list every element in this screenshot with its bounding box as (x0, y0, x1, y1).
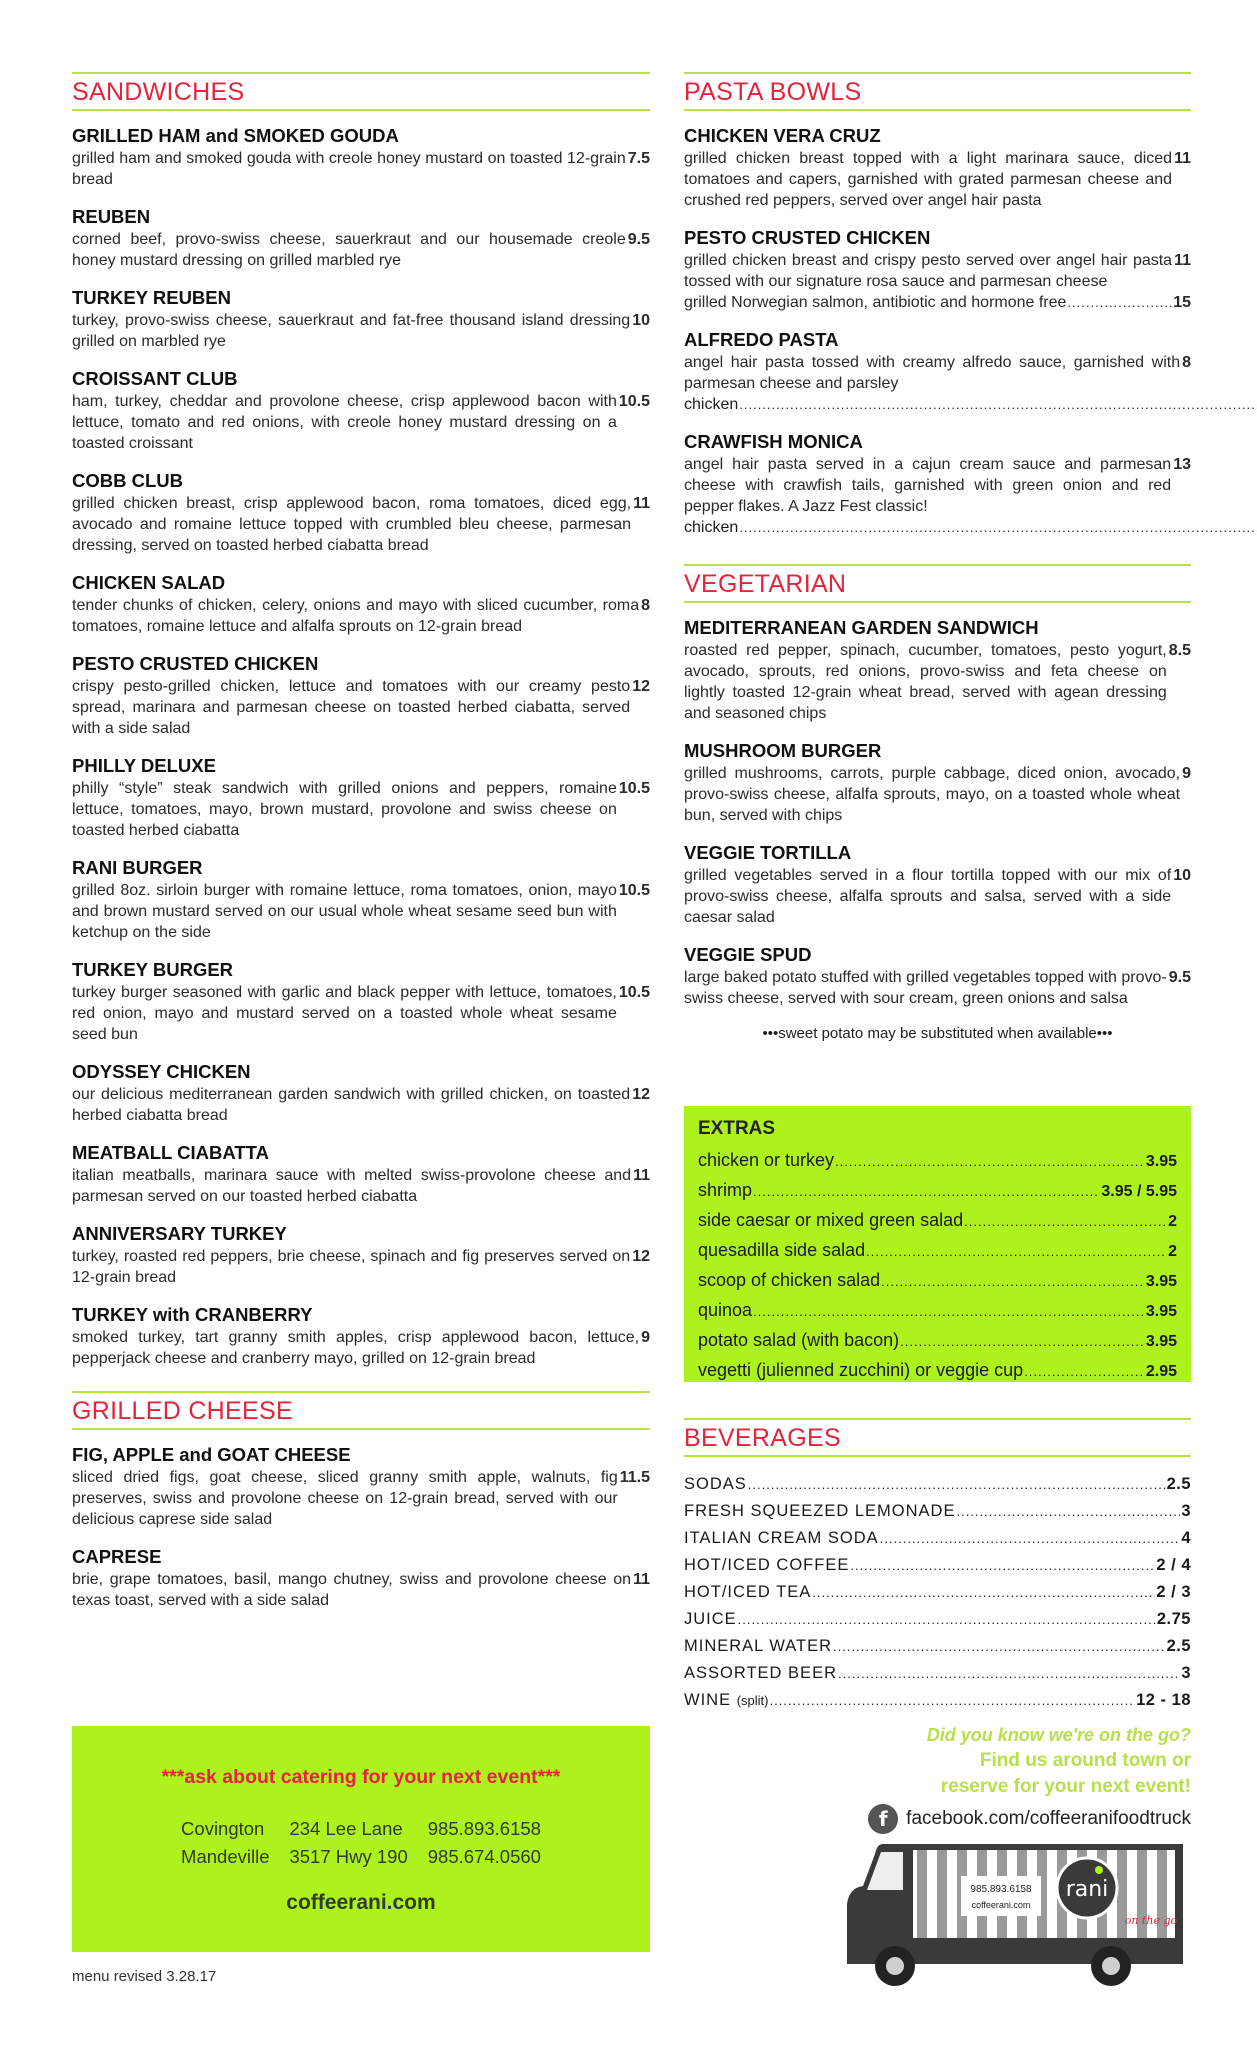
item-desc: roasted red pepper, spinach, cucumber, tomatoes, pesto yogurt, avocado, sprouts, red onions, provo-swiss and feta cheese on lightly toasted 12-grain wheat bread, served with agean dressing and seasoned chips (684, 642, 1167, 722)
item-name: PESTO CRUSTED CHICKEN (72, 653, 319, 674)
extras-row (698, 1326, 1177, 1356)
grilled-cheese-header (72, 1391, 650, 1430)
extras-box (684, 1106, 1191, 1382)
item-name: VEGGIE TORTILLA (684, 842, 852, 863)
item-price: 8 (641, 597, 650, 614)
row-price: 2.75 (1156, 1610, 1191, 1628)
item-name: GRILLED HAM and SMOKED GOUDA (72, 125, 399, 146)
beverage-row (684, 1660, 1191, 1687)
item-name: CHICKEN SALAD (72, 572, 226, 593)
extras-title: EXTRAS (698, 1118, 776, 1139)
location-row (171, 1815, 551, 1843)
row-name: scoop of chicken salad (698, 1270, 881, 1290)
item-desc: our delicious mediterranean garden sandwich with grilled chicken, on toasted herbed ciabatta bread (72, 1086, 631, 1124)
row-price: 3.95 (1145, 1303, 1177, 1320)
item-option: chicken (684, 519, 739, 536)
item-option: grilled Norwegian salmon, antibiotic and hormone free (684, 294, 1067, 311)
menu-item (684, 842, 1191, 928)
row-price: 2 / 3 (1156, 1583, 1191, 1601)
item-price: 11 (633, 1571, 650, 1588)
right-column (684, 72, 1191, 1042)
menu-item (72, 1304, 650, 1369)
item-price: 9 (1182, 765, 1191, 782)
facebook-url[interactable]: facebook.com/coffeeranifoodtruck (906, 1808, 1191, 1829)
food-truck-illustration (843, 1824, 1191, 1988)
item-price: 12 (632, 1086, 650, 1103)
item-name: ALFREDO PASTA (684, 329, 839, 350)
truck-logo: rani (1065, 1877, 1109, 1902)
location-phone[interactable]: 985.674.0560 (427, 1846, 541, 1867)
row-price: 3 (1181, 1502, 1191, 1520)
beverages-list (684, 1471, 1191, 1687)
location-phone[interactable]: 985.893.6158 (427, 1818, 541, 1839)
menu-item (72, 368, 650, 454)
location-city: Covington (181, 1818, 265, 1839)
menu-item (72, 1444, 650, 1530)
item-price: 11 (633, 495, 650, 512)
row-name: HOT/ICED COFFEE (684, 1556, 850, 1574)
item-desc: tender chunks of chicken, celery, onions and mayo with sliced cucumber, roma tomatoes, romaine lettuce and alfalfa sprouts on 12-grain bread (72, 597, 640, 635)
item-desc: grilled ham and smoked gouda with creole honey mustard on toasted 12-grain bread (72, 150, 626, 188)
item-desc: grilled mushrooms, carrots, purple cabbage, diced onion, avocado, provo-swiss cheese, alfalfa sprouts, mayo, on a toasted whole wheat bun, served with chips (684, 765, 1181, 824)
beverages-header (684, 1418, 1191, 1457)
row-name: ASSORTED BEER (684, 1664, 837, 1682)
item-desc: angel hair pasta tossed with creamy alfredo sauce, garnished with parmesan cheese and parsley (684, 354, 1181, 392)
sweet-potato-note: •••sweet potato may be substituted when available••• (762, 1025, 1113, 1042)
beverage-sub: (split) (736, 1693, 769, 1708)
item-price: 10.5 (618, 780, 650, 797)
beverage-row (684, 1552, 1191, 1579)
menu-item (72, 857, 650, 943)
item-name: RANI BURGER (72, 857, 203, 878)
left-column (72, 72, 650, 1627)
row-price: 2.95 (1145, 1363, 1177, 1380)
item-price: 8.5 (1168, 642, 1191, 659)
item-desc: grilled chicken breast topped with a light marinara sauce, diced tomatoes and capers, garnished with grated parmesan cheese and crushed red peppers, served over angel hair pasta (684, 150, 1173, 209)
row-price: 2 / 4 (1156, 1556, 1191, 1574)
beverages-section (684, 1418, 1191, 1714)
item-name: ODYSSEY CHICKEN (72, 1061, 251, 1082)
item-name: PESTO CRUSTED CHICKEN (684, 227, 931, 248)
item-desc: ham, turkey, cheddar and provolone cheese, crisp applewood bacon with lettuce, tomato and red onions, with creole honey mustard dressing on a toasted croissant (72, 393, 617, 452)
sandwiches-header (72, 72, 650, 111)
menu-item (72, 755, 650, 841)
item-desc: smoked turkey, tart granny smith apples, crisp applewood bacon, lettuce, pepperjack cheese and cranberry mayo, grilled on 12-grain bread (72, 1329, 640, 1367)
locations-table (171, 1815, 551, 1871)
item-price: 10 (632, 312, 650, 329)
item-desc: turkey, roasted red peppers, brie cheese, spinach and fig preserves served on 12-grain bread (72, 1248, 631, 1286)
menu-item (684, 329, 1191, 415)
row-name: shrimp (698, 1180, 753, 1200)
row-name: quinoa (698, 1300, 753, 1320)
menu-item (684, 227, 1191, 313)
item-name: REUBEN (72, 206, 151, 227)
item-desc: philly “style” steak sandwich with grilled onions and peppers, romaine lettuce, tomatoes, mayo, brown mustard, provolone and swiss cheese on toasted herbed ciabatta (72, 780, 617, 839)
item-desc: crispy pesto-grilled chicken, lettuce and tomatoes with our creamy pesto spread, marinara and parmesan cheese on toasted herbed ciabatta, served with a side salad (72, 678, 631, 737)
item-name: CHICKEN VERA CRUZ (684, 125, 881, 146)
item-price: 9.5 (1168, 969, 1191, 986)
grilled-cheese-title: GRILLED CHEESE (72, 1397, 293, 1425)
item-price: 10.5 (618, 882, 650, 899)
menu-item (72, 287, 650, 352)
row-price: 3.95 / 5.95 (1101, 1183, 1177, 1200)
pasta-header (684, 72, 1191, 111)
row-price: 3 (1181, 1664, 1191, 1682)
beverage-row (684, 1525, 1191, 1552)
row-price: 3.95 (1145, 1273, 1177, 1290)
item-name: VEGGIE SPUD (684, 944, 812, 965)
extras-row (698, 1356, 1177, 1386)
item-name: ANNIVERSARY TURKEY (72, 1223, 287, 1244)
location-row (171, 1843, 551, 1871)
location-city: Mandeville (181, 1846, 270, 1867)
beverage-price: 12 - 18 (1136, 1691, 1191, 1709)
item-name: FIG, APPLE and GOAT CHEESE (72, 1444, 351, 1465)
beverage-row (684, 1633, 1191, 1660)
beverage-name: WINE (684, 1691, 732, 1709)
item-desc: corned beef, provo-swiss cheese, sauerkraut and our housemade creole honey mustard dressing on grilled marbled rye (72, 231, 626, 269)
item-price: 12 (632, 678, 650, 695)
item-price: 9.5 (627, 231, 650, 248)
item-desc: angel hair pasta served in a cajun cream sauce and parmesan cheese with crawfish tails, garnished with green onion and red pepper flakes. A Jazz Fest classic! (684, 456, 1172, 515)
item-price: 9 (641, 1329, 650, 1346)
row-name: vegetti (julienned zucchini) or veggie cup (698, 1360, 1024, 1380)
menu-item (72, 959, 650, 1045)
item-name: TURKEY REUBEN (72, 287, 231, 308)
extras-row (698, 1146, 1177, 1176)
extras-row (698, 1296, 1177, 1326)
item-price: 10 (1173, 867, 1191, 884)
item-desc: turkey burger seasoned with garlic and black pepper with lettuce, tomatoes, red onion, mayo and mustard served on a toasted whole wheat sesame seed bun (72, 984, 617, 1043)
extras-row (698, 1176, 1177, 1206)
row-name: quesadilla side salad (698, 1240, 866, 1260)
item-name: COBB CLUB (72, 470, 183, 491)
menu-item (684, 617, 1191, 724)
item-price: 11 (1174, 150, 1191, 167)
beverages-title: BEVERAGES (684, 1424, 841, 1452)
menu-item (72, 125, 650, 190)
truck-site: coffeerani.com (971, 1900, 1031, 1910)
item-name: CAPRESE (72, 1546, 162, 1567)
vegetarian-list (684, 617, 1191, 1009)
item-price: 10.5 (618, 984, 650, 1001)
extras-row (698, 1236, 1177, 1266)
vegetarian-title: VEGETARIAN (684, 570, 847, 598)
location-address: 234 Lee Lane (289, 1818, 403, 1839)
item-desc: grilled 8oz. sirloin burger with romaine lettuce, roma tomatoes, onion, mayo and brown mustard served on our usual whole wheat sesame seed bun with ketchup on the side (72, 882, 617, 941)
menu-item (72, 1546, 650, 1611)
item-desc: turkey, provo-swiss cheese, sauerkraut and fat-free thousand island dressing grilled on marbled rye (72, 312, 631, 350)
beverage-row (684, 1579, 1191, 1606)
row-name: JUICE (684, 1610, 737, 1628)
beverage-row (684, 1687, 1191, 1714)
menu-item (684, 125, 1191, 211)
row-name: SODAS (684, 1475, 747, 1493)
pasta-title: PASTA BOWLS (684, 78, 862, 106)
item-name: MEATBALL CIABATTA (72, 1142, 269, 1163)
beverage-row (684, 1498, 1191, 1525)
item-price: 8 (1182, 354, 1191, 371)
row-name: ITALIAN CREAM SODA (684, 1529, 879, 1547)
item-desc: italian meatballs, marinara sauce with melted swiss-provolone cheese and parmesan served on our toasted herbed ciabatta (72, 1167, 632, 1205)
extras-row (698, 1266, 1177, 1296)
promo-line-3: reserve for your next event! (940, 1776, 1191, 1797)
menu-item (684, 431, 1191, 538)
menu-item (72, 653, 650, 739)
website-link[interactable]: coffeerani.com (286, 1891, 436, 1914)
extras-list (698, 1146, 1177, 1386)
menu-item (72, 572, 650, 637)
truck-tagline: on the go (1124, 1914, 1178, 1927)
revised-date: menu revised 3.28.17 (72, 1968, 217, 1985)
item-price: 7.5 (627, 150, 650, 167)
beverage-row (684, 1606, 1191, 1633)
beverage-row (684, 1471, 1191, 1498)
vegetarian-header (684, 564, 1191, 603)
row-name: HOT/ICED TEA (684, 1583, 812, 1601)
row-name: FRESH SQUEEZED LEMONADE (684, 1502, 956, 1520)
row-price: 2 (1168, 1213, 1177, 1230)
promo-line-2: Find us around town or (979, 1750, 1191, 1771)
promo-line-1: Did you know we're on the go? (926, 1725, 1191, 1745)
sandwiches-title: SANDWICHES (72, 78, 245, 106)
row-name: chicken or turkey (698, 1150, 835, 1170)
item-option-price: 15 (1173, 294, 1191, 311)
item-price: 11 (633, 1167, 650, 1184)
item-option: chicken (684, 396, 739, 413)
menu-item (72, 1142, 650, 1207)
item-name: TURKEY with CRANBERRY (72, 1304, 313, 1325)
grilled-cheese-list (72, 1444, 650, 1611)
item-desc: grilled chicken breast and crispy pesto served over angel hair pasta tossed with our signature rosa sauce and parmesan cheese (684, 252, 1173, 290)
item-desc: grilled chicken breast, crisp applewood bacon, roma tomatoes, diced egg, avocado and romaine lettuce topped with crumbled bleu cheese, parmesan dressing, served on toasted herbed ciabatta bread (72, 495, 632, 554)
catering-title: ***ask about catering for your next event*** (161, 1766, 561, 1788)
item-desc: brie, grape tomatoes, basil, mango chutney, swiss and provolone cheese on texas toast, served with a side salad (72, 1571, 632, 1609)
location-address: 3517 Hwy 190 (289, 1846, 408, 1867)
item-name: MEDITERRANEAN GARDEN SANDWICH (684, 617, 1039, 638)
row-price: 2.5 (1166, 1637, 1191, 1655)
item-desc: grilled vegetables served in a flour tortilla topped with our mix of provo-swiss cheese, alfalfa sprouts and salsa, served with a side caesar salad (684, 867, 1172, 926)
menu-item (72, 1223, 650, 1288)
sandwich-list (72, 125, 650, 1369)
item-price: 13 (1173, 456, 1191, 473)
row-price: 3.95 (1145, 1333, 1177, 1350)
item-name: PHILLY DELUXE (72, 755, 216, 776)
row-price: 4 (1181, 1529, 1191, 1547)
row-price: 2 (1168, 1243, 1177, 1260)
promo-block (800, 1722, 1191, 1834)
row-price: 2.5 (1166, 1475, 1191, 1493)
menu-item (72, 470, 650, 556)
item-name: CROISSANT CLUB (72, 368, 238, 389)
row-name: potato salad (with bacon) (698, 1330, 900, 1350)
row-name: MINERAL WATER (684, 1637, 833, 1655)
menu-item (684, 740, 1191, 826)
row-price: 3.95 (1145, 1153, 1177, 1170)
menu-item (72, 206, 650, 271)
menu-item (72, 1061, 650, 1126)
item-desc: sliced dried figs, goat cheese, sliced granny smith apple, walnuts, fig preserves, swiss and provolone cheese on 12-grain bread, served with our delicious caprese side salad (72, 1469, 618, 1528)
item-price: 10.5 (618, 393, 650, 410)
menu-item (684, 944, 1191, 1009)
facebook-icon: f (868, 1804, 898, 1834)
catering-box (72, 1726, 650, 1952)
item-price: 11.5 (619, 1469, 650, 1486)
item-name: MUSHROOM BURGER (684, 740, 882, 761)
truck-phone: 985.893.6158 (970, 1884, 1032, 1895)
item-name: TURKEY BURGER (72, 959, 234, 980)
item-name: CRAWFISH MONICA (684, 431, 863, 452)
item-price: 11 (1174, 252, 1191, 269)
row-name: side caesar or mixed green salad (698, 1210, 964, 1230)
item-price: 12 (632, 1248, 650, 1265)
extras-row (698, 1206, 1177, 1236)
item-desc: large baked potato stuffed with grilled vegetables topped with provo-swiss cheese, served with sour cream, green onions and salsa (684, 969, 1167, 1007)
